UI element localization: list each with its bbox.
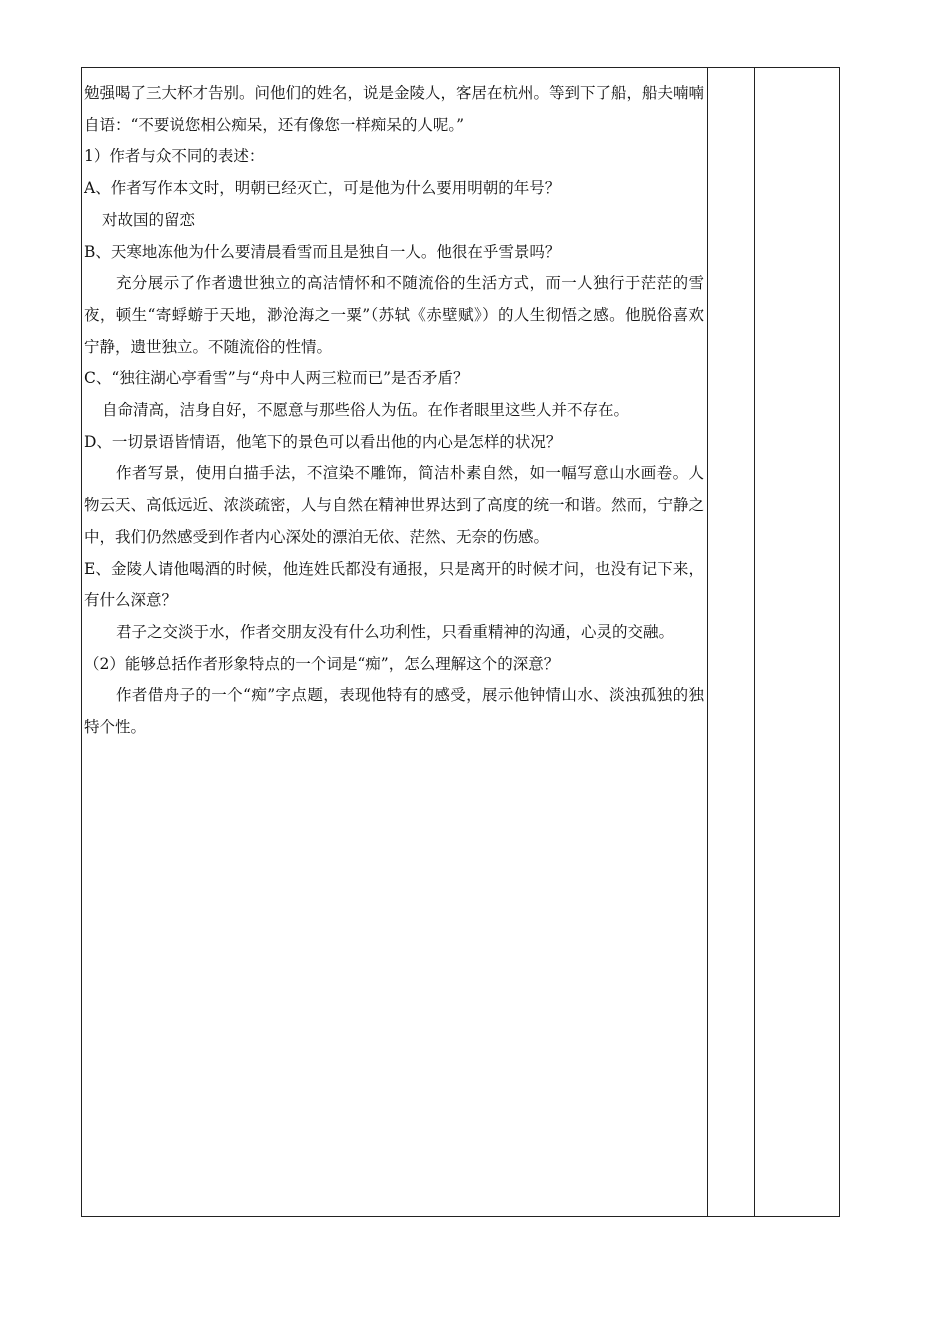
lesson-content	[82, 78, 706, 744]
answer-d: 作者写景，使用白描手法，不渲染不雕饰，简洁朴素自然，如一幅写意山水画卷。人物云天、高低远近、浓淡疏密，人与自然在精神世界达到了高度的统一和谐。然而，宁静之中，我们仍然感受到作者内心深处的漂泊无依、茫然、无奈的伤感。	[84, 464, 705, 546]
answer-2: 作者借舟子的一个“痴”字点题，表现他特有的感受，展示他钟情山水、淡浊孤独的独特个性。	[84, 686, 704, 737]
question-heading: 1）作者与众不同的表述：	[84, 147, 265, 166]
lesson-table	[81, 67, 840, 1217]
answer-e: 君子之交淡于水，作者交朋友没有什么功利性，只看重精神的沟通，心灵的交融。	[116, 622, 675, 641]
column-divider	[707, 68, 708, 1216]
question-2: （2）能够总括作者形象特点的一个词是“痴”，怎么理解这个的深意？	[84, 654, 560, 673]
column-divider	[754, 68, 755, 1216]
answer-c: 自命清高，洁身自好，不愿意与那些俗人为伍。在作者眼里这些人并不存在。	[102, 401, 630, 420]
question-a: A、作者写作本文时，明朝已经灭亡，可是他为什么要用明朝的年号？	[84, 179, 561, 198]
paragraph: 勉强喝了三大杯才告别。问他们的姓名，说是金陵人，客居在杭州。等到下了船，船夫喃喃自语：“不要说您相公痴呆，还有像您一样痴呆的人呢。”	[84, 84, 705, 134]
question-b: B、天寒地冻他为什么要清晨看雪而且是独自一人。他很在乎雪景吗？	[84, 242, 561, 261]
answer-a: 对故国的留恋	[102, 210, 196, 229]
question-e: E、金陵人请他喝酒的时候，他连姓氏都没有通报，只是离开的时候才问，也没有记下来，有什么深意？	[84, 559, 704, 610]
question-d: D、一切景语皆情语，他笔下的景色可以看出他的内心是怎样的状况？	[84, 432, 562, 451]
answer-b: 充分展示了作者遗世独立的高洁情怀和不随流俗的生活方式，而一人独行于茫茫的雪夜，顿生“寄蜉蝣于天地，渺沧海之一粟”（苏轼《赤壁赋》）的人生彻悟之感。他脱俗喜欢宁静，遗世独立。不随流俗的性情。	[84, 274, 704, 356]
question-c: C、“独往湖心亭看雪”与“舟中人两三粒而已”是否矛盾？	[84, 369, 469, 388]
